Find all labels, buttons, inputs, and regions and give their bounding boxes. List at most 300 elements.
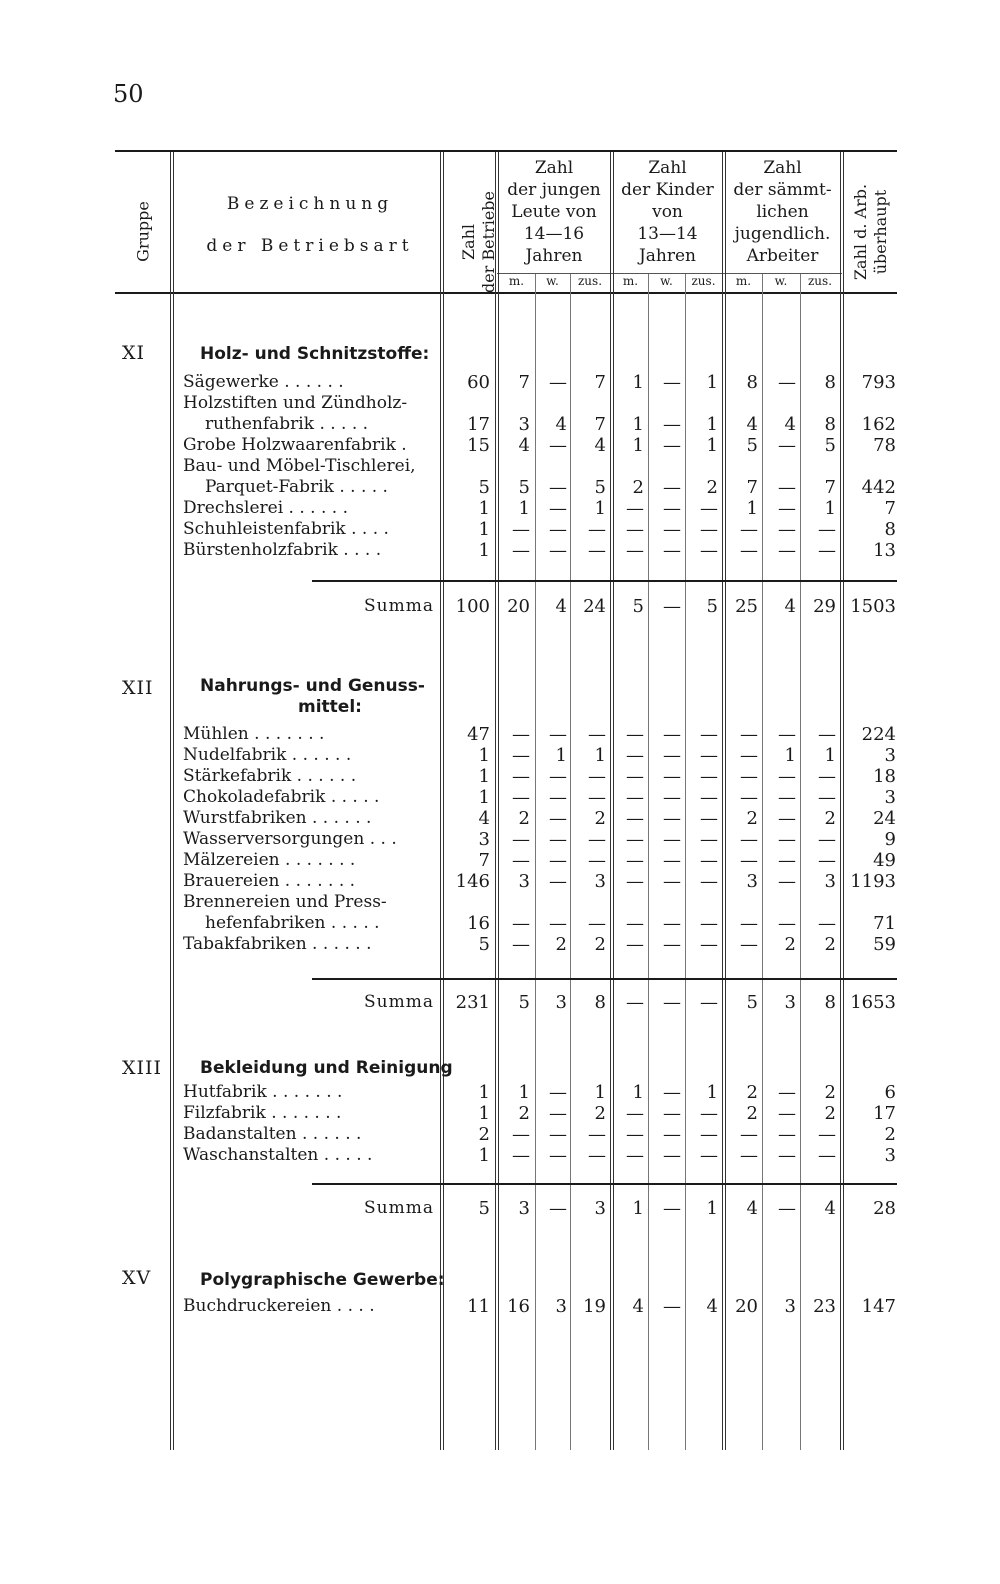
row-XII-7-col-8: — <box>778 871 796 892</box>
row-XI-1-col-2: 4 <box>555 414 567 435</box>
header-kinder-line-1: der Kinder <box>621 180 714 200</box>
row-XII-8-col-3: — <box>588 913 606 934</box>
row-XI-1-col-9: 8 <box>824 414 836 435</box>
row-XI-0-col-0: 60 <box>467 372 490 393</box>
row-XII-6-col-10: 49 <box>873 850 896 871</box>
row-XII-7-col-7: 3 <box>746 871 758 892</box>
header-kinder-line-3: 13—14 <box>637 224 698 244</box>
row-XI-6-col-8: — <box>778 540 796 561</box>
row-XI-6-col-1: — <box>512 540 530 561</box>
row-XII-1-col-6: — <box>700 745 718 766</box>
row-XII-8-col-4: — <box>626 913 644 934</box>
row-XI-6-col-0: 1 <box>478 540 490 561</box>
row-XII-5-col-2: — <box>549 829 567 850</box>
header-kinder-line-2: von <box>652 202 683 222</box>
row-XI-2-col-2: — <box>549 435 567 456</box>
row-XI-4-col-10: 7 <box>884 498 896 519</box>
row-XIII-3-col-7: — <box>740 1145 758 1166</box>
row-XIII-3-col-10: 3 <box>884 1145 896 1166</box>
row-XV-0-col-4: 4 <box>632 1296 644 1317</box>
row-XII-6-col-4: — <box>626 850 644 871</box>
row-XI-5-col-9: — <box>818 519 836 540</box>
row-XI-6-col-2: — <box>549 540 567 561</box>
row-XII-7-col-4: — <box>626 871 644 892</box>
row-XII-5-col-0: 3 <box>478 829 490 850</box>
row-XII-9-col-10: 59 <box>873 934 896 955</box>
row-XII-3-col-9: — <box>818 787 836 808</box>
sum-XII-col-3: 8 <box>594 992 606 1013</box>
row-XV-0-col-2: 3 <box>555 1296 567 1317</box>
row-XI-5-col-6: — <box>700 519 718 540</box>
subheader-sub_w-1: w. <box>660 274 673 288</box>
row-XII-2-col-4: — <box>626 766 644 787</box>
row-XI-0-col-5: — <box>663 372 681 393</box>
row-XII-4-col-10: 24 <box>873 808 896 829</box>
group-code-XII: XII <box>122 677 154 699</box>
row-XIII-2-col-3: — <box>588 1124 606 1145</box>
row-XII-7-col-9: 3 <box>824 871 836 892</box>
row-XII-6-col-2: — <box>549 850 567 871</box>
row-name-XI-1-1: ruthenfabrik . . . . . <box>205 414 369 434</box>
row-XII-7-col-2: — <box>549 871 567 892</box>
row-name-XI-5-0: Schuhleistenfabrik . . . . <box>183 519 389 539</box>
row-name-XV-0-0: Buchdruckereien . . . . <box>183 1296 375 1316</box>
row-name-XII-0-0: Mühlen . . . . . . . <box>183 724 325 744</box>
row-XII-1-col-7: — <box>740 745 758 766</box>
row-XII-0-col-3: — <box>588 724 606 745</box>
row-XII-1-col-3: 1 <box>594 745 606 766</box>
header-jungen-line-2: Leute von <box>511 202 597 222</box>
sum-XIII-col-5: — <box>663 1198 681 1219</box>
row-XIII-3-col-0: 1 <box>478 1145 490 1166</box>
row-XII-5-col-6: — <box>700 829 718 850</box>
sum-rule-XIII <box>312 1183 897 1185</box>
sum-XI-col-2: 4 <box>555 596 567 617</box>
row-XII-8-col-9: — <box>818 913 836 934</box>
row-XI-4-col-4: — <box>626 498 644 519</box>
row-XI-1-col-1: 3 <box>518 414 530 435</box>
row-name-XI-2-0: Grobe Holzwaarenfabrik . <box>183 435 407 455</box>
header-kinder-line-0: Zahl <box>648 158 687 178</box>
row-XV-0-col-8: 3 <box>784 1296 796 1317</box>
header-jungen-line-1: der jungen <box>507 180 601 200</box>
row-XIII-1-col-9: 2 <box>824 1103 836 1124</box>
row-XI-2-col-0: 15 <box>467 435 490 456</box>
row-XI-5-col-7: — <box>740 519 758 540</box>
sum-XI-col-8: 4 <box>784 596 796 617</box>
row-name-XII-3-0: Chokoladefabrik . . . . . <box>183 787 380 807</box>
row-XI-6-col-5: — <box>663 540 681 561</box>
row-XII-5-col-4: — <box>626 829 644 850</box>
row-XII-3-col-2: — <box>549 787 567 808</box>
row-XII-0-col-10: 224 <box>861 724 896 745</box>
header-betriebsart: der Betriebsart <box>206 236 414 256</box>
row-XI-3-col-8: — <box>778 477 796 498</box>
row-name-XII-9-0: Tabakfabriken . . . . . . <box>183 934 372 954</box>
row-XII-4-col-8: — <box>778 808 796 829</box>
row-XIII-2-col-10: 2 <box>884 1124 896 1145</box>
row-name-XII-6-0: Mälzereien . . . . . . . <box>183 850 356 870</box>
row-XIII-0-col-9: 2 <box>824 1082 836 1103</box>
sum-XII-col-2: 3 <box>555 992 567 1013</box>
group-code-XV: XV <box>122 1267 152 1289</box>
row-XI-2-col-7: 5 <box>746 435 758 456</box>
row-XIII-0-col-3: 1 <box>594 1082 606 1103</box>
row-XI-4-col-6: — <box>700 498 718 519</box>
row-XII-2-col-8: — <box>778 766 796 787</box>
row-XI-0-col-1: 7 <box>518 372 530 393</box>
row-XIII-0-col-4: 1 <box>632 1082 644 1103</box>
sum-XIII-col-9: 4 <box>824 1198 836 1219</box>
row-XII-0-col-1: — <box>512 724 530 745</box>
row-XIII-3-col-3: — <box>588 1145 606 1166</box>
sum-XI-col-5: — <box>663 596 681 617</box>
row-XII-7-col-0: 146 <box>455 871 490 892</box>
sum-XI-col-6: 5 <box>706 596 718 617</box>
row-XIII-2-col-2: — <box>549 1124 567 1145</box>
row-XIII-0-col-7: 2 <box>746 1082 758 1103</box>
row-XIII-3-col-6: — <box>700 1145 718 1166</box>
row-XII-0-col-0: 47 <box>467 724 490 745</box>
row-XII-9-col-4: — <box>626 934 644 955</box>
row-XI-0-col-10: 793 <box>861 372 896 393</box>
sum-XI-col-9: 29 <box>813 596 836 617</box>
row-XII-5-col-9: — <box>818 829 836 850</box>
row-XII-9-col-9: 2 <box>824 934 836 955</box>
subheader-sub_m-0: m. <box>508 274 525 288</box>
row-XI-5-col-8: — <box>778 519 796 540</box>
sum-rule-XII <box>312 978 897 980</box>
subheader-sub_m-2: m. <box>735 274 752 288</box>
row-XIII-2-col-1: — <box>512 1124 530 1145</box>
row-XIII-1-col-5: — <box>663 1103 681 1124</box>
row-XI-5-col-4: — <box>626 519 644 540</box>
header-zahl-label: Zahl <box>459 223 478 261</box>
sum-XII-col-8: 3 <box>784 992 796 1013</box>
row-XII-9-col-5: — <box>663 934 681 955</box>
row-XII-0-col-6: — <box>700 724 718 745</box>
row-XIII-0-col-1: 1 <box>518 1082 530 1103</box>
row-XI-3-col-4: 2 <box>632 477 644 498</box>
row-XIII-1-col-1: 2 <box>518 1103 530 1124</box>
row-XIII-1-col-3: 2 <box>594 1103 606 1124</box>
row-XIII-0-col-10: 6 <box>884 1082 896 1103</box>
row-XII-8-col-6: — <box>700 913 718 934</box>
row-XIII-0-col-2: — <box>549 1082 567 1103</box>
row-XI-3-col-1: 5 <box>518 477 530 498</box>
row-XII-9-col-7: — <box>740 934 758 955</box>
row-XI-1-col-5: — <box>663 414 681 435</box>
header-jugend-line-0: Zahl <box>763 158 802 178</box>
row-XII-4-col-7: 2 <box>746 808 758 829</box>
sum-XII-col-6: — <box>700 992 718 1013</box>
sum-XI-col-3: 24 <box>583 596 606 617</box>
row-XII-9-col-1: — <box>512 934 530 955</box>
row-name-XII-2-0: Stärkefabrik . . . . . . <box>183 766 357 786</box>
row-XI-6-col-10: 13 <box>873 540 896 561</box>
row-XII-6-col-0: 7 <box>478 850 490 871</box>
sum-rule-XI <box>312 580 897 582</box>
sum-XIII-col-3: 3 <box>594 1198 606 1219</box>
row-XIII-1-col-2: — <box>549 1103 567 1124</box>
row-XII-0-col-5: — <box>663 724 681 745</box>
row-XII-9-col-2: 2 <box>555 934 567 955</box>
row-XIII-2-col-0: 2 <box>478 1124 490 1145</box>
row-XII-4-col-3: 2 <box>594 808 606 829</box>
row-XIII-1-col-4: — <box>626 1103 644 1124</box>
row-XI-3-col-5: — <box>663 477 681 498</box>
row-XI-0-col-2: — <box>549 372 567 393</box>
header-bottom-rule <box>115 292 897 294</box>
row-XII-3-col-8: — <box>778 787 796 808</box>
page-number: 50 <box>113 80 144 108</box>
subheader-sub_zus-2: zus. <box>807 274 833 288</box>
row-XI-1-col-0: 17 <box>467 414 490 435</box>
row-XI-1-col-8: 4 <box>784 414 796 435</box>
row-XII-7-col-1: 3 <box>518 871 530 892</box>
row-XI-5-col-2: — <box>549 519 567 540</box>
subheader-sub_w-0: w. <box>546 274 559 288</box>
row-XIII-1-col-8: — <box>778 1103 796 1124</box>
row-XII-0-col-9: — <box>818 724 836 745</box>
row-XII-3-col-5: — <box>663 787 681 808</box>
row-XI-0-col-9: 8 <box>824 372 836 393</box>
row-XII-8-col-2: — <box>549 913 567 934</box>
row-XII-3-col-10: 3 <box>884 787 896 808</box>
row-XI-4-col-7: 1 <box>746 498 758 519</box>
row-XI-0-col-8: — <box>778 372 796 393</box>
sum-XIII-col-6: 1 <box>706 1198 718 1219</box>
row-XII-8-col-5: — <box>663 913 681 934</box>
sum-XII-col-10: 1653 <box>850 992 896 1013</box>
sum-XI-col-4: 5 <box>632 596 644 617</box>
row-XII-5-col-10: 9 <box>884 829 896 850</box>
row-XII-9-col-3: 2 <box>594 934 606 955</box>
row-XIII-0-col-5: — <box>663 1082 681 1103</box>
row-XII-2-col-5: — <box>663 766 681 787</box>
row-XII-6-col-9: — <box>818 850 836 871</box>
row-XII-2-col-2: — <box>549 766 567 787</box>
row-XII-2-col-3: — <box>588 766 606 787</box>
sum-label-XIII: Summa <box>364 1198 434 1218</box>
row-XII-8-col-8: — <box>778 913 796 934</box>
row-XI-2-col-9: 5 <box>824 435 836 456</box>
row-XIII-2-col-6: — <box>700 1124 718 1145</box>
col-divider-group-double <box>173 152 174 1450</box>
row-XV-0-col-3: 19 <box>583 1296 606 1317</box>
row-XIII-3-col-2: — <box>549 1145 567 1166</box>
row-XII-1-col-9: 1 <box>824 745 836 766</box>
row-XI-6-col-7: — <box>740 540 758 561</box>
row-XI-4-col-3: 1 <box>594 498 606 519</box>
row-XI-6-col-9: — <box>818 540 836 561</box>
row-XV-0-col-10: 147 <box>861 1296 896 1317</box>
sum-XIII-col-0: 5 <box>478 1198 490 1219</box>
row-name-XII-4-0: Wurstfabriken . . . . . . <box>183 808 372 828</box>
row-XII-1-col-8: 1 <box>784 745 796 766</box>
row-XII-4-col-9: 2 <box>824 808 836 829</box>
header-arb-label: Zahl d. Arb. <box>851 183 870 281</box>
row-XII-7-col-3: 3 <box>594 871 606 892</box>
header-kinder-line-4: Jahren <box>638 246 697 266</box>
row-XII-3-col-1: — <box>512 787 530 808</box>
row-XII-4-col-6: — <box>700 808 718 829</box>
row-XI-5-col-1: — <box>512 519 530 540</box>
row-XIII-3-col-4: — <box>626 1145 644 1166</box>
sum-XIII-col-10: 28 <box>873 1198 896 1219</box>
header-jugend-line-2: lichen <box>756 202 809 222</box>
row-XI-1-col-6: 1 <box>706 414 718 435</box>
header-jugend-line-1: der sämmt- <box>733 180 832 200</box>
row-name-XII-1-0: Nudelfabrik . . . . . . <box>183 745 352 765</box>
row-XIII-1-col-10: 17 <box>873 1103 896 1124</box>
row-XI-5-col-0: 1 <box>478 519 490 540</box>
group-title-XV: Polygraphische Gewerbe: <box>200 1270 445 1290</box>
row-XIII-1-col-7: 2 <box>746 1103 758 1124</box>
row-XII-0-col-8: — <box>778 724 796 745</box>
row-XI-2-col-5: — <box>663 435 681 456</box>
row-XI-5-col-3: — <box>588 519 606 540</box>
row-XIII-1-col-0: 1 <box>478 1103 490 1124</box>
sum-XI-col-10: 1503 <box>850 596 896 617</box>
subheader-sub_w-2: w. <box>774 274 788 288</box>
row-XI-5-col-5: — <box>663 519 681 540</box>
row-XIII-1-col-6: — <box>700 1103 718 1124</box>
row-XI-3-col-7: 7 <box>746 477 758 498</box>
row-XII-1-col-0: 1 <box>478 745 490 766</box>
row-XII-6-col-7: — <box>740 850 758 871</box>
header-zahl-betriebe <box>459 177 499 307</box>
row-XII-8-col-1: — <box>512 913 530 934</box>
row-XII-2-col-6: — <box>700 766 718 787</box>
subheader-sub_m-1: m. <box>622 274 639 288</box>
header-ueberhaupt-label: überhaupt <box>871 189 890 275</box>
sum-XIII-col-7: 4 <box>746 1198 758 1219</box>
row-XII-9-col-8: 2 <box>784 934 796 955</box>
row-XII-1-col-2: 1 <box>555 745 567 766</box>
row-name-XIII-0-0: Hutfabrik . . . . . . . <box>183 1082 343 1102</box>
group-title-XI: Holz- und Schnitzstoffe: <box>200 344 430 364</box>
row-XII-2-col-9: — <box>818 766 836 787</box>
row-name-XI-3-1: Parquet-Fabrik . . . . . <box>205 477 388 497</box>
row-XII-5-col-3: — <box>588 829 606 850</box>
row-XII-3-col-3: — <box>588 787 606 808</box>
header-gruppe: Gruppe <box>133 201 153 262</box>
header-jungen-line-0: Zahl <box>534 158 574 178</box>
row-XII-4-col-0: 4 <box>478 808 490 829</box>
row-XI-2-col-3: 4 <box>594 435 606 456</box>
row-name-XI-6-0: Bürstenholzfabrik . . . . <box>183 540 382 560</box>
row-XII-9-col-0: 5 <box>478 934 490 955</box>
group-code-XIII: XIII <box>122 1057 163 1079</box>
row-XI-0-col-4: 1 <box>632 372 644 393</box>
subheader-sub_zus-1: zus. <box>691 274 716 288</box>
header-jungen-line-4: Jahren <box>525 246 583 266</box>
row-XV-0-col-9: 23 <box>813 1296 836 1317</box>
row-XII-3-col-7: — <box>740 787 758 808</box>
sum-XI-col-7: 25 <box>735 596 758 617</box>
subheader-sub_zus-0: zus. <box>577 274 603 288</box>
sum-XI-col-0: 100 <box>455 596 490 617</box>
row-XI-4-col-2: — <box>549 498 567 519</box>
row-XI-3-col-6: 2 <box>706 477 718 498</box>
row-name-XII-7-0: Brauereien . . . . . . . <box>183 871 356 891</box>
row-XIII-0-col-0: 1 <box>478 1082 490 1103</box>
row-XII-3-col-4: — <box>626 787 644 808</box>
sum-XII-col-4: — <box>626 992 644 1013</box>
row-XI-1-col-10: 162 <box>861 414 896 435</box>
row-XI-0-col-3: 7 <box>594 372 606 393</box>
row-XII-3-col-0: 1 <box>478 787 490 808</box>
sum-XI-col-1: 20 <box>507 596 530 617</box>
row-XI-2-col-4: 1 <box>632 435 644 456</box>
row-XI-3-col-10: 442 <box>861 477 896 498</box>
row-XII-9-col-6: — <box>700 934 718 955</box>
row-XIII-3-col-9: — <box>818 1145 836 1166</box>
row-XI-4-col-9: 1 <box>824 498 836 519</box>
row-XI-2-col-6: 1 <box>706 435 718 456</box>
row-XIII-2-col-9: — <box>818 1124 836 1145</box>
sum-label-XII: Summa <box>364 992 434 1012</box>
row-XII-6-col-8: — <box>778 850 796 871</box>
row-XII-2-col-7: — <box>740 766 758 787</box>
row-XIII-2-col-5: — <box>663 1124 681 1145</box>
row-XII-8-col-0: 16 <box>467 913 490 934</box>
row-XII-4-col-2: — <box>549 808 567 829</box>
row-XII-0-col-7: — <box>740 724 758 745</box>
row-name-XIII-2-0: Badanstalten . . . . . . <box>183 1124 362 1144</box>
row-XI-1-col-7: 4 <box>746 414 758 435</box>
row-name-XIII-1-0: Filzfabrik . . . . . . . <box>183 1103 342 1123</box>
group-title-XIII: Bekleidung und Reinigung <box>200 1058 453 1078</box>
row-XIII-3-col-1: — <box>512 1145 530 1166</box>
row-XII-4-col-4: — <box>626 808 644 829</box>
col-divider-group <box>170 152 171 1450</box>
row-XI-5-col-10: 8 <box>884 519 896 540</box>
group-title-XII: Nahrungs- und Genuss- <box>200 676 425 696</box>
row-XI-4-col-0: 1 <box>478 498 490 519</box>
row-XIII-3-col-5: — <box>663 1145 681 1166</box>
row-XI-2-col-1: 4 <box>518 435 530 456</box>
row-XII-2-col-0: 1 <box>478 766 490 787</box>
row-XII-1-col-1: — <box>512 745 530 766</box>
row-XII-6-col-3: — <box>588 850 606 871</box>
header-betriebe-label: der Betriebe <box>479 190 498 294</box>
row-XI-0-col-7: 8 <box>746 372 758 393</box>
row-name-XI-3-0: Bau- und Möbel-Tischlerei, <box>183 456 416 476</box>
header-jugend-line-3: jugendlich. <box>734 224 831 244</box>
row-name-XI-1-0: Holzstiften und Zündholz- <box>183 393 408 413</box>
row-XI-3-col-0: 5 <box>478 477 490 498</box>
row-name-XII-8-0: Brennereien und Press- <box>183 892 387 912</box>
sum-XIII-col-1: 3 <box>518 1198 530 1219</box>
row-XIII-0-col-8: — <box>778 1082 796 1103</box>
sum-XII-col-7: 5 <box>746 992 758 1013</box>
row-XI-2-col-8: — <box>778 435 796 456</box>
row-XII-6-col-5: — <box>663 850 681 871</box>
row-XII-3-col-6: — <box>700 787 718 808</box>
row-XII-0-col-4: — <box>626 724 644 745</box>
sum-XII-col-9: 8 <box>824 992 836 1013</box>
row-XI-0-col-6: 1 <box>706 372 718 393</box>
row-XIII-2-col-7: — <box>740 1124 758 1145</box>
row-XII-8-col-10: 71 <box>873 913 896 934</box>
sum-XII-col-5: — <box>663 992 681 1013</box>
row-name-XII-8-1: hefenfabriken . . . . . <box>205 913 380 933</box>
row-XII-1-col-10: 3 <box>884 745 896 766</box>
row-XI-4-col-1: 1 <box>518 498 530 519</box>
row-name-XI-0-0: Sägewerke . . . . . . <box>183 372 344 392</box>
